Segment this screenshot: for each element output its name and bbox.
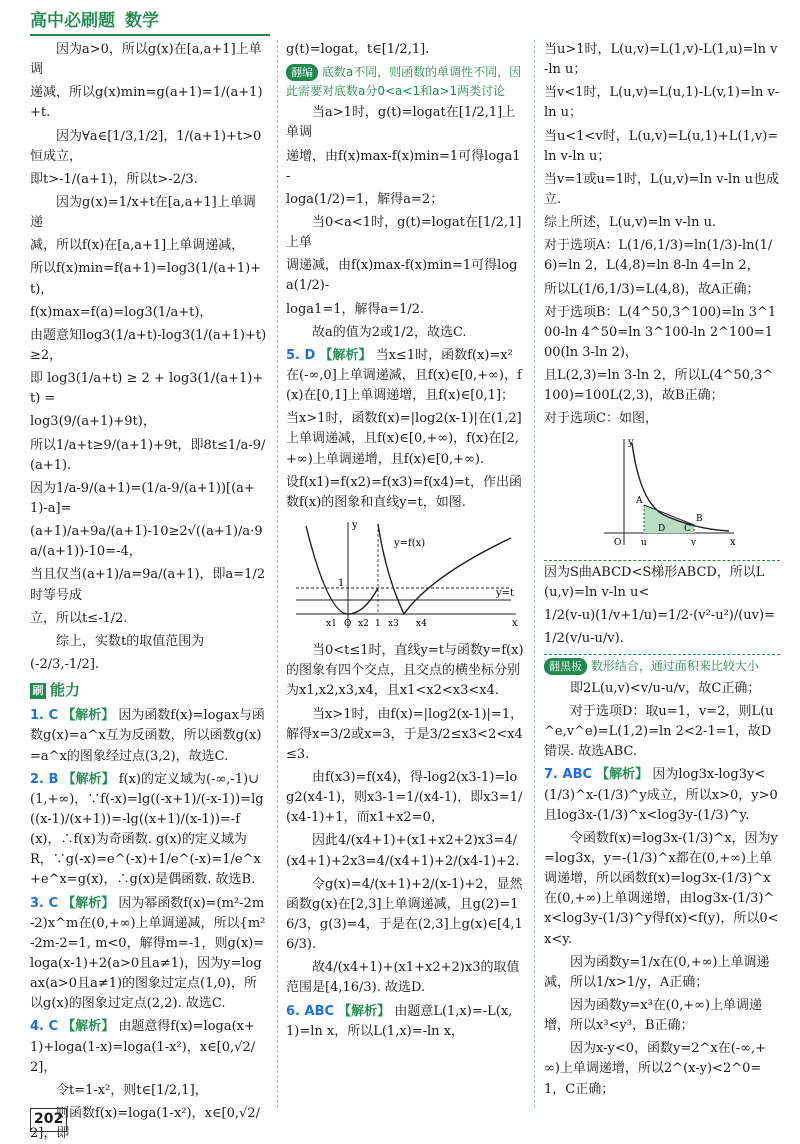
text-line: (-2/3,-1/2]. [30,656,100,672]
text-line: 令t=1-x²，则t∈[1/2,1]， [56,1082,208,1098]
text-line: 即 log3(1/a+t) ≥ 2 + log3(1/(a+1)+t) = [30,371,264,407]
graph-label: y [628,436,634,448]
graph-label: v [691,537,697,548]
text-line: 所以f(x)min=f(a+1)=log3(1/(a+1)+t)， [30,261,262,297]
text-line: 当u<1<v时，L(u,v)=L(u,1)+L(1,v)=ln v-ln u； [544,128,779,164]
graph-label: y=t [496,588,515,599]
area-graph [544,433,780,551]
text-line: 递减，所以g(x)min=g(a+1)=1/(a+1)+t. [30,85,263,121]
text-segment: 所以L(1/6,1/3)=L(4,8)，故A正确； [544,281,760,297]
book-title: 高中必刷题 [30,10,115,31]
tip-text: 底数a不同，则函数的单调性不同，因此需要对底数a分0<a<1和a>1两类讨论 [286,65,522,98]
analysis-tag: 【解析】 [62,708,115,724]
text-line: 因此4/(x4+1)+(x1+x2+2)x3=4/(x4+1)+2x3=4/(x4+1)+2/(x4-1)+2. [286,833,520,869]
answer-item [544,765,780,825]
text-line: loga(1/2)=1，解得a=2； [286,191,444,207]
answer-text: 因为log3x-log3y<(1/3)^x-(1/3)^y成立，所以x>0，y>0且log3x-(1/3)^x<log3y-(1/3)^y. [544,767,778,823]
column-2 [286,40,524,1108]
question-number: 6. ABC [286,1003,335,1019]
text-line: 当0<a<1时，g(t)=logat在[1/2,1]上单 [286,215,522,251]
answer-item [30,894,268,1015]
graph-label: x2 [358,619,369,629]
question-number: 7. ABC [544,767,593,783]
text-line: 对于选项B：L(4^50,3^100)=ln 3^100-ln 4^50=ln 3^100-ln 2^100=100(ln 3-ln 2)， [544,304,777,360]
graph-label: x3 [388,619,399,629]
text-line: 故4/(x4+1)+(x1+x2+2)x3的取值范围是[4,16/3). 故选D. [286,960,520,996]
graph-label: O [344,619,352,629]
graph-label: O [614,537,622,548]
tip-note [286,63,524,100]
text-line: 当且仅当(a+1)/a=9a/(a+1)，即a=1/2时等号成 [30,567,266,603]
analysis-tag: 【解析】 [62,895,115,911]
answer-item [30,1017,268,1077]
text-line: 设f(x1)=f(x2)=f(x3)=f(x4)=t，作出函数f(x)的图象和直线y=t，如图. [286,474,523,510]
text-line: 且L(2,3)=ln 3-ln 2，所以L(4^50,3^100)=100L(2,3)，故B正确； [544,368,774,404]
text-line: 所以1/a+t≥9/(a+1)+9t，即8t≤1/a-9/(a+1). [30,437,266,473]
graph-label: C [684,523,691,534]
text-line: 由题意知log3(1/a+t)-log3(1/(a+1)+t)≥2， [30,327,267,363]
graph-label: x [512,618,518,629]
text-line: 1/2(v/u-u/v). [544,631,624,647]
graph-label: D [658,523,666,534]
tip-text: 数形结合，通过面积来比较大小 [590,659,759,674]
graph-label: y=f(x) [394,538,426,549]
text-line: 调递减，由f(x)max-f(x)min=1可得loga(1/2)- [286,258,518,294]
function-graph [286,516,524,634]
graph-label: x1 [326,619,337,629]
analysis-tag: 【解析】 [596,767,649,783]
answer-item [30,770,268,891]
section-heading [30,679,268,702]
text-line: 递增，由f(x)max-f(x)min=1可得loga1- [286,148,521,184]
text-line: 因为1/a-9/(a+1)=(1/a-9/(a+1))[(a+1)-a]= [30,480,255,516]
formula-box [544,560,780,656]
tip-tag: 翻黑板 [544,658,587,675]
graph-label: 1 [338,578,345,589]
text-line: 1/2(v-u)(1/v+1/u)=1/2·(v²-u²)/(uv)= [544,607,775,623]
text-line: 由f(x3)=f(x4)，得-log2(x3-1)=log2(x4-1)，则x3-1=1/(x4-1)，即x3=1/(x4-1)+1，而x1+x2=0， [286,769,523,826]
page-number: 202 [30,1108,67,1132]
question-number: 2. B [30,771,59,787]
answer-item [30,706,268,766]
graph-label: 1 [375,619,381,629]
text-line: f(x)max=f(a)=log3(1/a+t)， [30,304,213,320]
text-line: 当x>1时，由f(x)=|log2(x-1)|=1，解得x=3/2或x=3，于是3/2≤x3<2<x4≤3. [286,706,524,762]
text-line: 减，所以f(x)在[a,a+1]上单调递减， [30,238,245,254]
subject-title: 数学 [125,10,159,31]
text-line: 当u>1时，L(u,v)=L(1,v)-L(1,u)=ln v-ln u； [544,42,778,78]
analysis-tag: 【解析】 [62,1019,115,1035]
parabola-branch [306,526,378,614]
text-line: 当v=1或u=1时，L(u,v)=ln v-ln u也成立. [544,171,779,207]
graph-label: x4 [416,619,427,629]
text-line: 因为x-y<0，函数y=2^x在(-∞,+∞)上单调递增，所以2^(x-y)<2^0=1，C正确； [544,1041,767,1097]
graph-label: x [730,536,736,548]
column-divider [277,40,278,1108]
analysis-tag: 【解析】 [319,347,372,363]
text-line: 即2L(u,v)<v/u-u/v，故C正确； [570,680,761,696]
text-line: 当0<t≤1时，直线y=t与函数y=f(x)的图象有四个交点，且交点的横坐标分别为x1,x2,x3,x4，且x1<x2<x3<x4. [286,643,524,699]
question-number: 4. C [30,1019,59,1035]
text-line: 综上所述，L(u,v)=ln v-ln u. [544,215,717,231]
question-number: 5. D [286,347,316,363]
answer-text: f(x)的定义域为(-∞,-1)∪(1,+∞)，∵f(-x)=lg((-x+1)/(-x-1))=lg((x-1)/(x+1))=-lg((x+1)/(x-1))=-f(x)，∴f(x)为奇函数. g(x)的定义域为R，∵g(-x)=e^(-x)+1/e^(-x)=1/e^x+e^x=g(x)，∴g(x)是偶函数. 故选B. [30,771,264,888]
graph-label: u [641,537,647,548]
text-line: 令g(x)=4/(x+1)+2/(x-1)+2，显然函数g(x)在[2,3]上单调递减，且g(2)=16/3，g(3)=4，于是在(2,3]上g(x)∈[4,16/3). [286,876,523,953]
text-line: 当a>1时，g(t)=logat在[1/2,1]上单调 [286,105,516,141]
text-line: 因为∀a∈[1/3,1/2]，1/(a+1)+t>0恒成立， [30,128,262,164]
analysis-tag: 【解析】 [338,1003,391,1019]
answer-text: 由题意L(1,x)=-L(x,1)=ln x，所以L(1,x)=-ln x， [286,1003,513,1039]
text-line: 对于选项C：如图， [544,411,658,427]
graph-label: B [696,513,703,524]
text-line [544,280,780,300]
answer-item [286,1002,524,1042]
text-line: 因为g(x)=1/x+t在[a,a+1]上单调递 [30,194,256,231]
page-header [30,8,159,34]
text-line: 对于选项A：L(1/6,1/3)=ln(1/3)-ln(1/6)=ln 2，L(4,8)=ln 8-ln 4=ln 2， [544,238,773,274]
text-line: 因为函数y=1/x在(0,+∞)上单调递减，所以1/x>1/y，A正确； [544,954,770,990]
text-line: 因为S曲ABCD<S梯形ABCD，所以L(u,v)=ln v-ln u< [544,564,765,600]
tip-note [544,657,780,676]
text-line: 当x>1时，函数f(x)=|log2(x-1)|在(1,2]上单调递减，且f(x)∈[0,+∞)，f(x)在[2,+∞)上单调递增，且f(x)∈[0,+∞). [286,411,522,467]
text-line: 即t>-1/(a+1)，所以t>-2/3. [30,171,198,187]
header-rule [30,34,270,36]
text-line: g(t)=logat，t∈[1/2,1]. [286,42,430,57]
text-line: (a+1)/a+9a/(a+1)-10≥2√((a+1)/a·9a/(a+1))-10=-4， [30,524,263,560]
answer-text: 因为函数f(x)=logax与函数g(x)=a^x互为反函数，所以函数g(x)=a^x的图象经过点(3,2)，故选C. [30,708,265,764]
analysis-tag: 【解析】 [62,771,115,787]
section-title: 能力 [50,681,81,700]
answer-text: 由题意得f(x)=loga(x+1)+loga(1-x)=loga(1-x²)，x∈[0,√2/2]， [30,1019,256,1075]
column-divider [534,40,535,1108]
answer-text: 当x≤1时，函数f(x)=x²在(-∞,0]上单调递减，且f(x)∈[0,+∞)，f(x)在[0,1]上单调递增，且f(x)∈[0,1]； [286,347,522,404]
column-3 [544,40,780,1108]
answer-text: 因为幂函数f(x)=(m²-2m-2)x^m在(0,+∞)上单调递减，所以{m²-2m-2=1, m<0，解得m=-1，则g(x)=loga(x-1)+2(a>0且a≠1)，因为y=logax(a>0且a≠1)的图象过定点(1,0)，所以g(x)的图象过定点(2,2). 故选C. [30,895,266,1012]
question-number: 3. C [30,895,59,911]
text-line: 因为函数y=x³在(0,+∞)上单调递增，所以x³<y³，B正确； [544,997,763,1034]
text-line: 令函数f(x)=log3x-(1/3)^x，因为y=log3x，y=-(1/3)^x都在(0,+∞)上单调递增，所以函数f(x)=log3x-(1/3)^x在(0,+∞)上单调递增，由log3x-(1/3)^x<log3y-(1/3)^y得f(x)<f(y)，所以0<x<y. [544,830,779,947]
tip-tag: 翻编 [286,64,318,81]
answer-item [286,346,524,406]
text-line: 综上，实数t的取值范围为 [56,633,205,649]
text-line: 对于选项D：取u=1，v=2，则L(u^e,v^e)=L(1,2)=ln 2<2-1=1，故D错误. 故选ABC. [544,703,774,760]
text-line: 立，所以t≤-1/2. [30,610,128,626]
graph-label: y [352,520,358,531]
text-line: loga1=1，解得a=1/2. [286,301,425,317]
text-line: 当v<1时，L(u,v)=L(u,1)-L(v,1)=ln v-ln u； [544,85,780,121]
text-line: log3(9/(a+1)+9t)， [30,414,156,430]
brush-icon: 刷 [30,683,46,699]
text-line: 因为a>0，所以g(x)在[a,a+1]上单调 [30,42,262,78]
text-line: 则函数f(x)=loga(1-x²)，x∈[0,√2/2]，即 [30,1106,260,1142]
question-number: 1. C [30,708,59,724]
graph-label: A [636,495,643,506]
text-line: 故a的值为2或1/2，故选C. [312,324,467,340]
